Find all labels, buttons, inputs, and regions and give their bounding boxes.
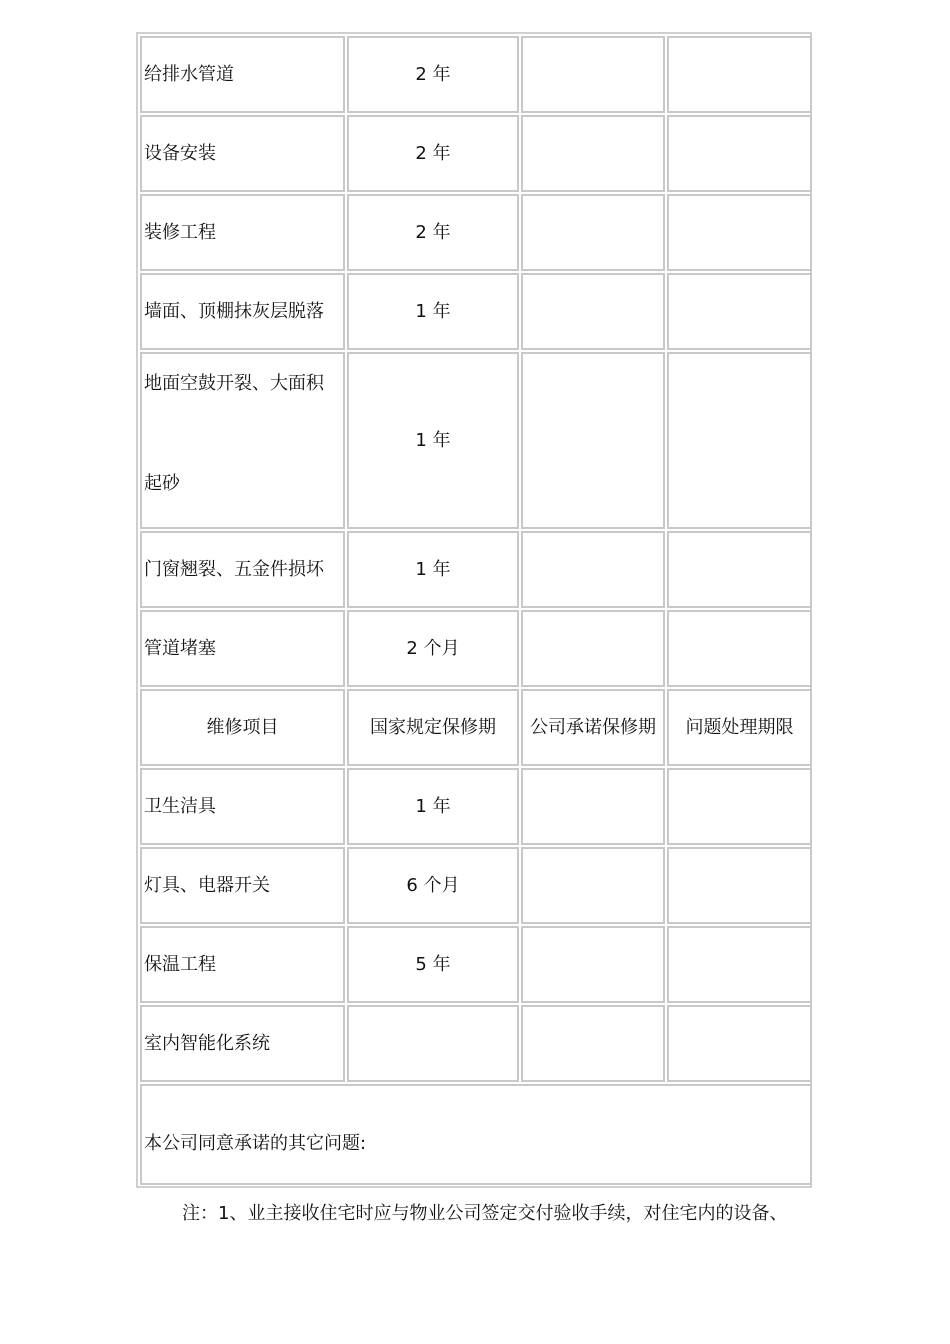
item-cell: 保温工程 xyxy=(140,926,345,1003)
item-cell: 室内智能化系统 xyxy=(140,1005,345,1082)
company-period-cell xyxy=(521,1005,665,1082)
handling-period-cell xyxy=(667,531,812,608)
national-period-cell: 1 年 xyxy=(347,273,519,350)
header-company-period: 公司承诺保修期 xyxy=(521,689,665,766)
handling-period-cell xyxy=(667,768,812,845)
national-period-cell xyxy=(347,1005,519,1082)
company-period-cell xyxy=(521,610,665,687)
table-row xyxy=(140,926,812,1003)
table-row xyxy=(140,273,812,350)
company-period-cell xyxy=(521,36,665,113)
handling-period-cell xyxy=(667,352,812,529)
national-period-cell: 1 年 xyxy=(347,768,519,845)
handling-period-cell xyxy=(667,194,812,271)
table-row xyxy=(140,352,812,529)
other-commitments-text: 本公司同意承诺的其它问题: xyxy=(144,1132,367,1154)
national-period-cell: 2 年 xyxy=(347,115,519,192)
table-row xyxy=(140,610,812,687)
item-line-2: 起砂 xyxy=(144,473,180,494)
item-cell xyxy=(140,352,345,529)
handling-period-cell xyxy=(667,1005,812,1082)
item-cell: 门窗翘裂、五金件损坏 xyxy=(140,531,345,608)
item-cell: 装修工程 xyxy=(140,194,345,271)
handling-period-cell xyxy=(667,926,812,1003)
table-row xyxy=(140,531,812,608)
company-period-cell xyxy=(521,926,665,1003)
handling-period-cell xyxy=(667,115,812,192)
national-period-cell: 2 年 xyxy=(347,194,519,271)
table-row xyxy=(140,194,812,271)
table-header-row xyxy=(140,689,812,766)
item-cell: 卫生洁具 xyxy=(140,768,345,845)
company-period-cell xyxy=(521,847,665,924)
item-cell: 墙面、顶棚抹灰层脱落 xyxy=(140,273,345,350)
header-national-period: 国家规定保修期 xyxy=(347,689,519,766)
note-paragraph: 注：1、业主接收住宅时应与物业公司签定交付验收手续，对住宅内的设备、 xyxy=(182,1203,788,1224)
item-cell: 灯具、电器开关 xyxy=(140,847,345,924)
warranty-table xyxy=(138,34,814,1187)
company-period-cell xyxy=(521,352,665,529)
header-item: 维修项目 xyxy=(140,689,345,766)
handling-period-cell xyxy=(667,273,812,350)
table-row xyxy=(140,36,812,113)
header-handling-period: 问题处理期限 xyxy=(667,689,812,766)
item-cell: 给排水管道 xyxy=(140,36,345,113)
national-period-cell: 2 年 xyxy=(347,36,519,113)
table-footer-row xyxy=(140,1084,812,1185)
item-cell: 管道堵塞 xyxy=(140,610,345,687)
national-period-cell: 1 年 xyxy=(347,352,519,529)
company-period-cell xyxy=(521,273,665,350)
table-row xyxy=(140,115,812,192)
national-period-cell: 6 个月 xyxy=(347,847,519,924)
handling-period-cell xyxy=(667,36,812,113)
item-cell: 设备安装 xyxy=(140,115,345,192)
national-period-cell: 5 年 xyxy=(347,926,519,1003)
warranty-table-frame xyxy=(136,32,812,1188)
company-period-cell xyxy=(521,194,665,271)
company-period-cell xyxy=(521,115,665,192)
handling-period-cell xyxy=(667,847,812,924)
company-period-cell xyxy=(521,768,665,845)
national-period-cell: 2 个月 xyxy=(347,610,519,687)
table-row xyxy=(140,768,812,845)
handling-period-cell xyxy=(667,610,812,687)
other-commitments-cell xyxy=(140,1084,812,1185)
company-period-cell xyxy=(521,531,665,608)
table-row xyxy=(140,1005,812,1082)
item-line-1: 地面空鼓开裂、大面积 xyxy=(144,373,324,394)
table-row xyxy=(140,847,812,924)
national-period-cell: 1 年 xyxy=(347,531,519,608)
